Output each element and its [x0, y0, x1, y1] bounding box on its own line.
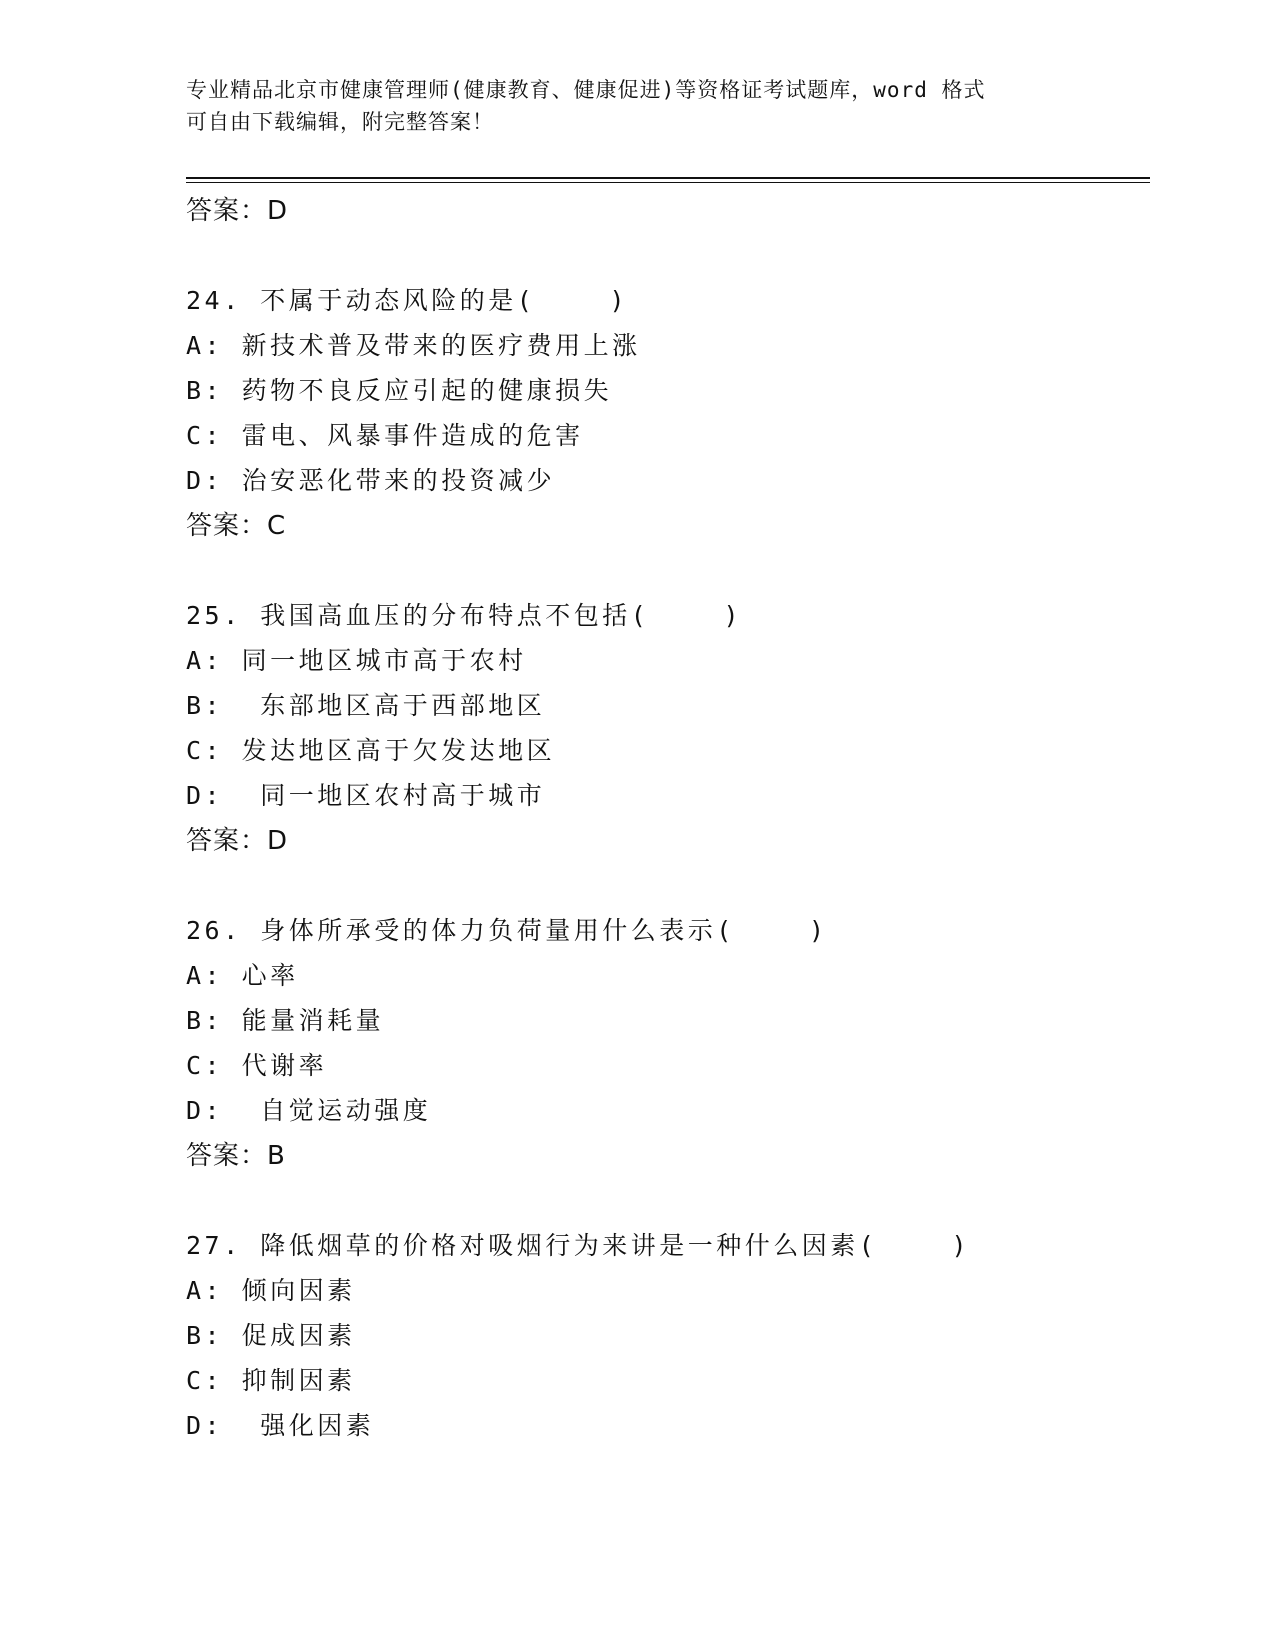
header-rule-thick	[186, 177, 1150, 179]
header-rule-thin	[186, 182, 1150, 183]
option-a: A: 新技术普及带来的医疗费用上涨	[186, 331, 641, 360]
question-text: 25. 我国高血压的分布特点不包括( )	[186, 601, 743, 630]
option-b: B: 促成因素	[186, 1321, 356, 1350]
question-text: 27. 降低烟草的价格对吸烟行为来讲是一种什么因素( )	[186, 1231, 971, 1260]
option-c: C: 雷电、风暴事件造成的危害	[186, 421, 584, 450]
option-c: C: 代谢率	[186, 1051, 328, 1080]
answer: 答案：D	[186, 826, 289, 856]
option-d: D: 同一地区农村高于城市	[186, 781, 546, 810]
option-a: A: 心率	[186, 961, 299, 990]
option-a: A: 同一地区城市高于农村	[186, 646, 527, 675]
header-line-1: 专业精品北京市健康管理师(健康教育、健康促进)等资格证考试题库，word 格式	[186, 78, 986, 102]
option-c: C: 发达地区高于欠发达地区	[186, 736, 556, 765]
question-26	[186, 908, 1146, 1179]
option-b: B: 东部地区高于西部地区	[186, 691, 546, 720]
question-25	[186, 593, 1146, 864]
document-body	[186, 188, 1146, 1448]
header-line-2: 可自由下载编辑，附完整答案！	[186, 110, 494, 134]
option-d: D: 自觉运动强度	[186, 1096, 432, 1125]
question-27	[186, 1223, 1146, 1448]
option-d: D: 强化因素	[186, 1411, 375, 1440]
option-b: B: 能量消耗量	[186, 1006, 385, 1035]
option-b: B: 药物不良反应引起的健康损失	[186, 376, 613, 405]
option-c: C: 抑制因素	[186, 1366, 356, 1395]
question-24	[186, 278, 1146, 549]
answer: 答案：B	[186, 1141, 286, 1171]
option-d: D: 治安恶化带来的投资减少	[186, 466, 556, 495]
page-header	[186, 74, 1066, 138]
answer-previous: 答案：D	[186, 196, 289, 226]
question-text: 24. 不属于动态风险的是( )	[186, 286, 629, 315]
option-a: A: 倾向因素	[186, 1276, 356, 1305]
answer: 答案：C	[186, 511, 287, 541]
question-text: 26. 身体所承受的体力负荷量用什么表示( )	[186, 916, 828, 945]
